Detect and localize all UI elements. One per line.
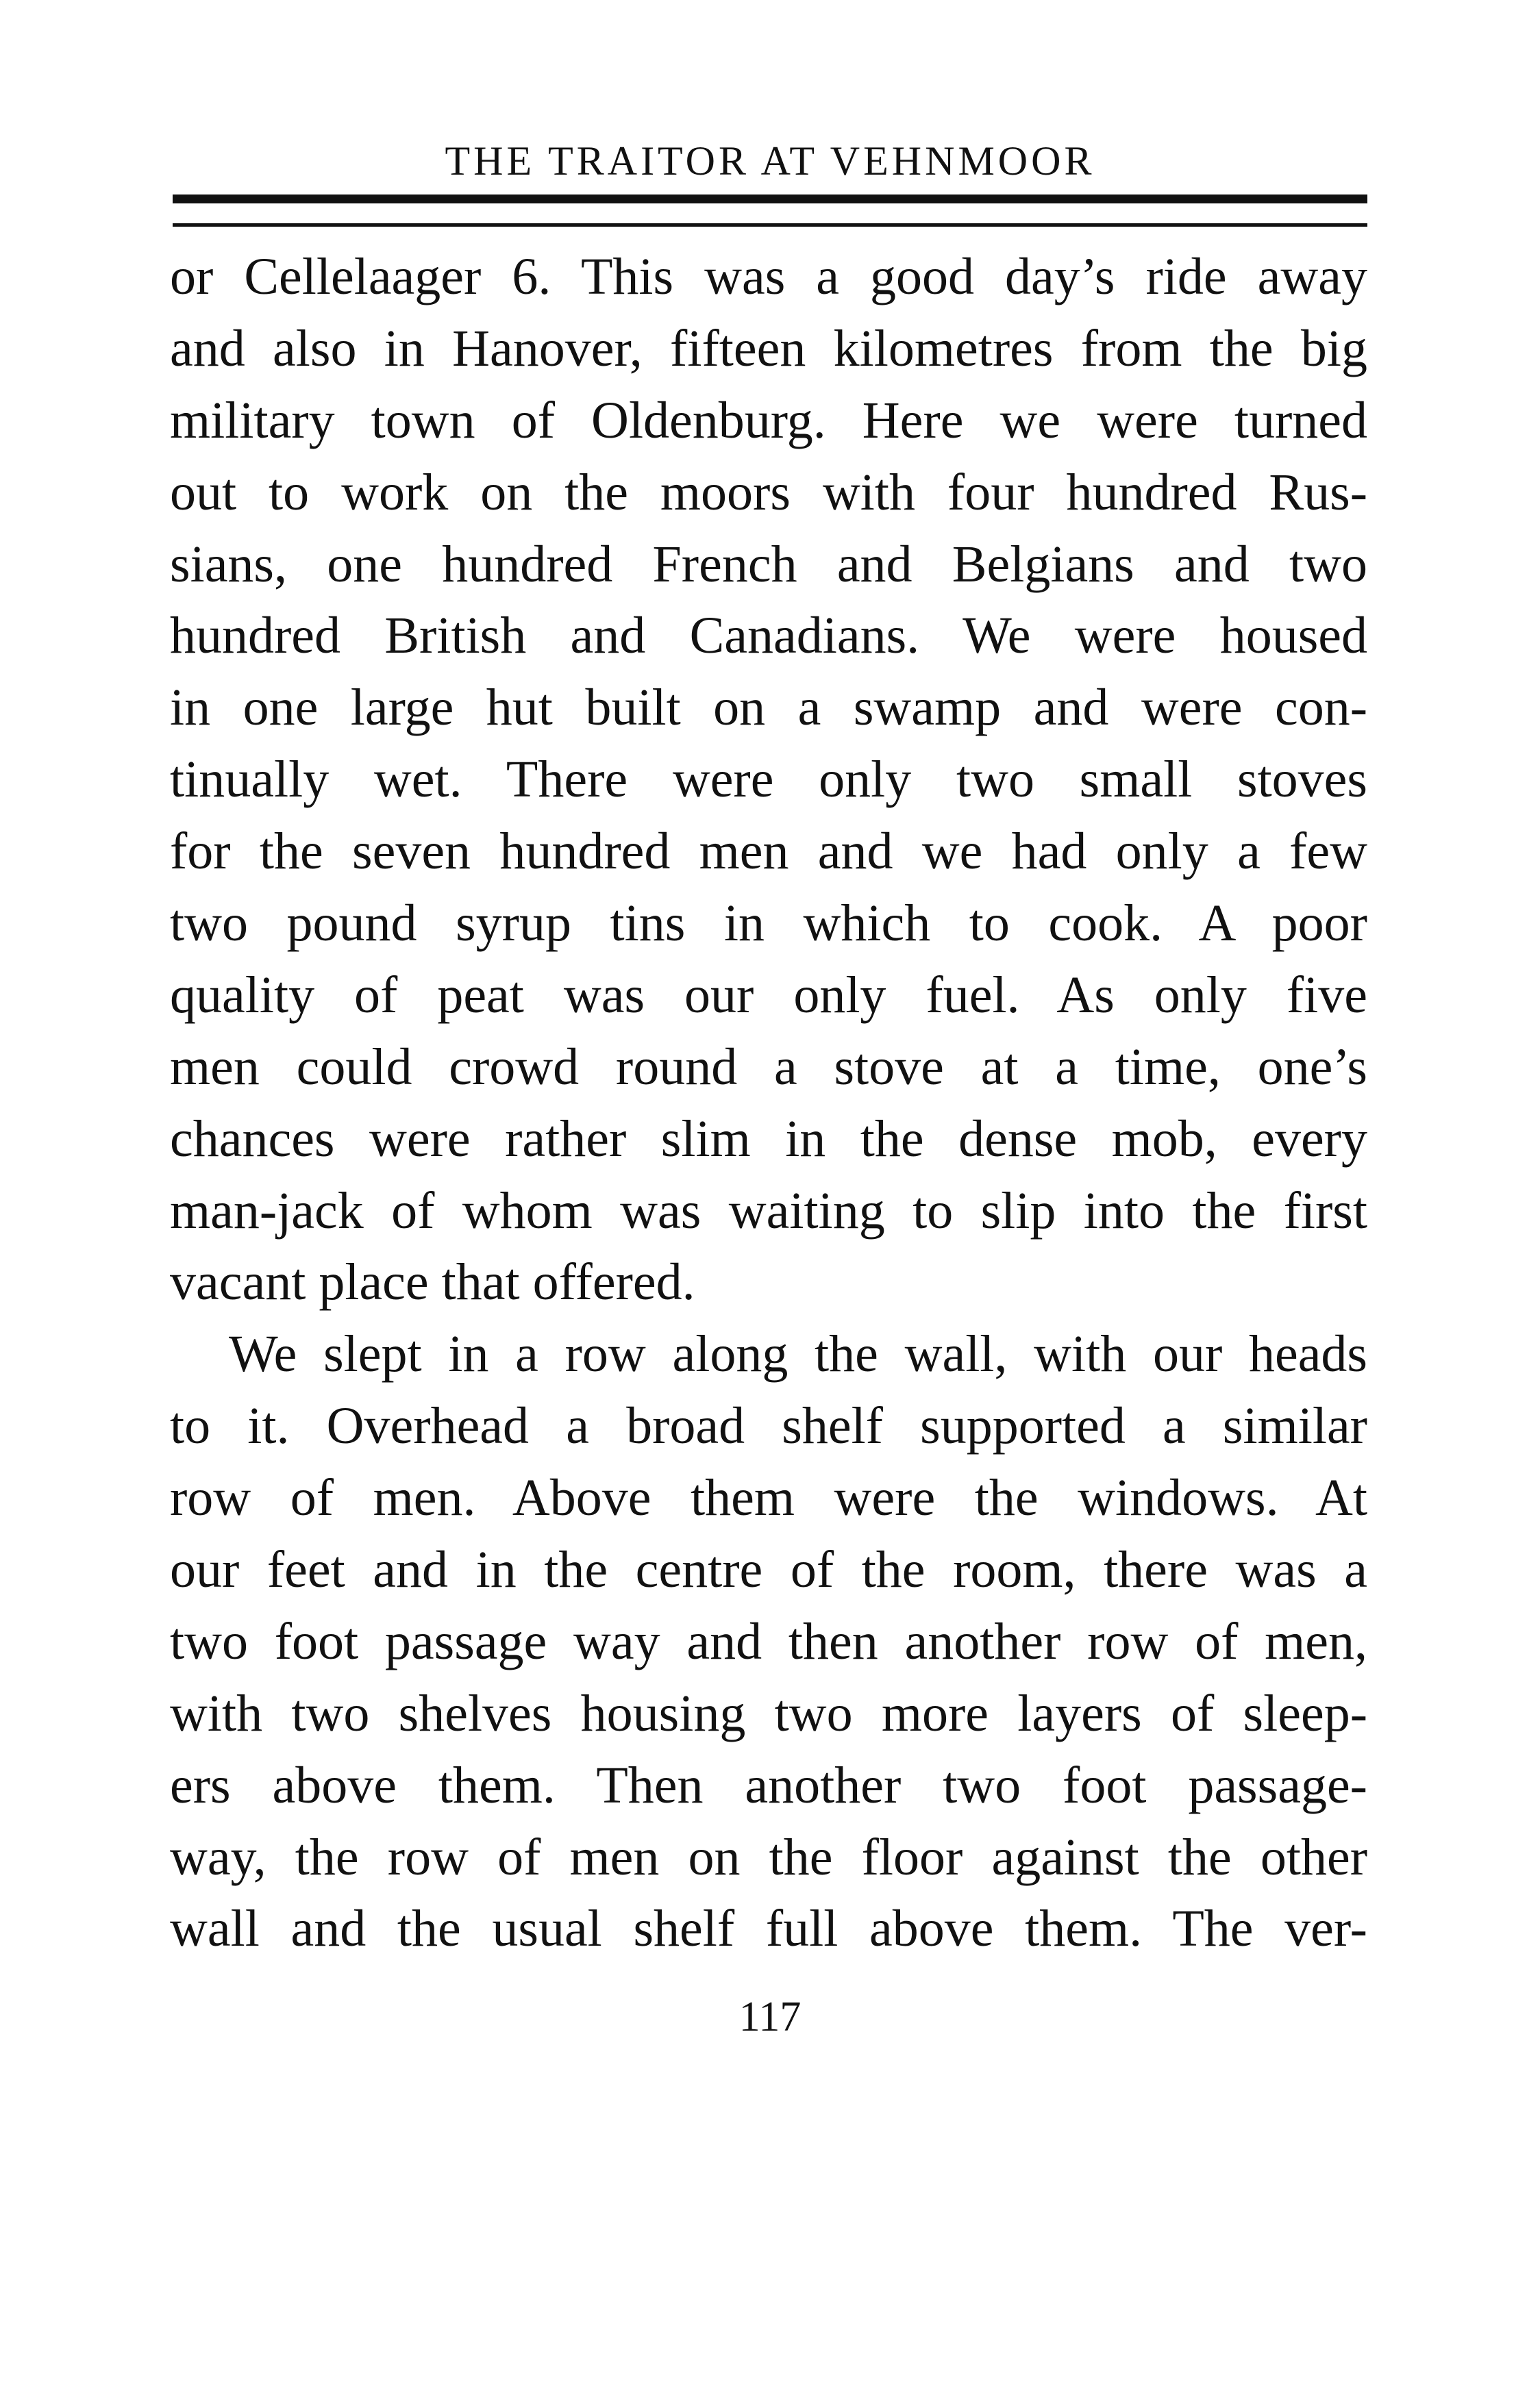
text-line: for the seven hundred men and we had only a few <box>170 823 1367 881</box>
text-line: our feet and in the centre of the room, there was a <box>170 1541 1367 1599</box>
text-line: two pound syrup tins in which to cook. A poor <box>170 894 1367 953</box>
text-line: in one large hut built on a swamp and were con- <box>170 679 1367 737</box>
body-text <box>170 241 1367 1965</box>
text-line: quality of peat was our only fuel. As only five <box>170 966 1367 1024</box>
text-line: and also in Hanover, fifteen kilometres from the big <box>170 319 1367 377</box>
text-line: sians, one hundred French and Belgians and two <box>170 535 1367 593</box>
header-rule-thin <box>173 223 1367 227</box>
text-line: We slept in a row along the wall, with our heads <box>229 1325 1367 1383</box>
page-number: 117 <box>738 1994 802 2040</box>
text-line: or Cellelaager 6. This was a good day’s ride away <box>170 248 1367 305</box>
text-line: chances were rather slim in the dense mob, every <box>170 1109 1367 1168</box>
running-head: THE TRAITOR AT VEHNMOOR <box>445 138 1095 184</box>
text-line: vacant place that offered. <box>170 1253 695 1312</box>
text-line: tinually wet. There were only two small stoves <box>170 751 1367 809</box>
text-line: way, the row of men on the floor against the other <box>170 1828 1367 1886</box>
header-rule-thick <box>173 195 1367 203</box>
text-line: military town of Oldenburg. Here we were turned <box>170 391 1367 449</box>
text-line: men could crowd round a stove at a time, one’s <box>170 1038 1367 1096</box>
text-line: with two shelves housing two more layers of sleep- <box>170 1684 1367 1742</box>
text-line: out to work on the moors with four hundred Rus- <box>170 463 1367 521</box>
text-line: wall and the usual shelf full above them. The ver- <box>170 1900 1367 1958</box>
text-line: two foot passage way and then another row of men, <box>170 1612 1367 1670</box>
text-line: man-jack of whom was waiting to slip into the first <box>170 1181 1367 1240</box>
text-line: ers above them. Then another two foot passage- <box>170 1756 1367 1814</box>
text-line: to it. Overhead a broad shelf supported a similar <box>170 1397 1367 1455</box>
text-line: row of men. Above them were the windows. At <box>170 1469 1367 1527</box>
text-line: hundred British and Canadians. We were housed <box>170 607 1367 665</box>
